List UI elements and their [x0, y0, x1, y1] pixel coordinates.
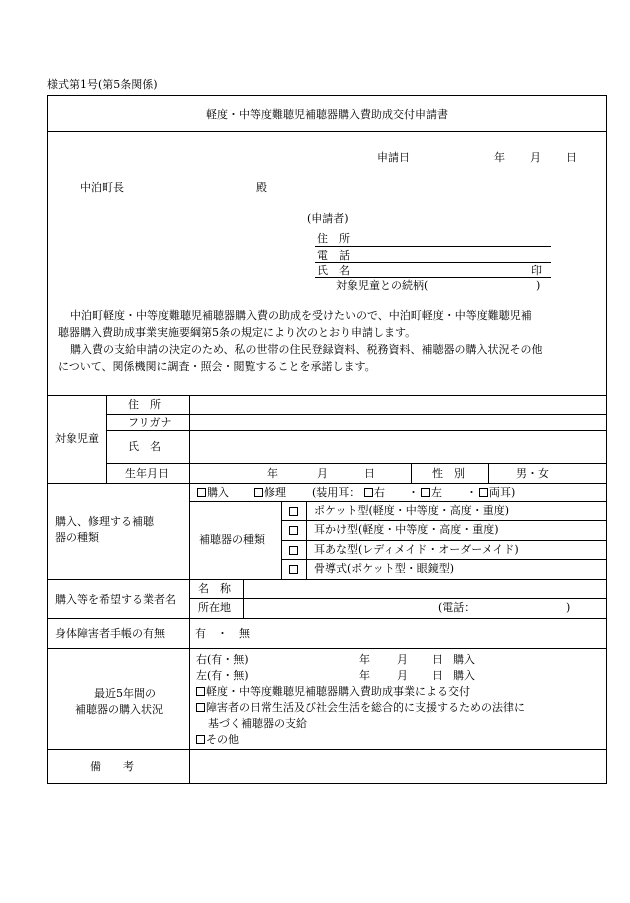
history-section-line2: 補聴器の購入状況: [75, 703, 163, 716]
applicant-seal: 印: [531, 264, 542, 277]
repair-checkbox[interactable]: [254, 488, 263, 497]
child-furigana-label: フリガナ: [128, 416, 172, 429]
type-pocket-label: ポケット型(軽度・中等度・高度・重度): [314, 504, 510, 517]
history-left-month: 月: [397, 669, 408, 682]
applicant-phone-label: 電 話: [317, 249, 350, 262]
right-ear-label: 右: [374, 486, 385, 499]
history-left-purchase: 購入: [453, 669, 475, 682]
history-right-day: 日: [432, 653, 443, 666]
type-pocket-checkbox[interactable]: [289, 506, 299, 517]
child-name-label: 氏 名: [128, 440, 161, 453]
dot-sep-1: ・: [408, 486, 419, 499]
statement-p2-l1: 購入費の支給申請の決定のため、私の世帯の住民登録資料、税務資料、補聴器の購入状況その他: [70, 343, 543, 356]
history-opt1-checkbox[interactable]: [196, 687, 205, 696]
buy-label: 購入: [207, 486, 229, 499]
history-opt2[interactable]: [196, 702, 525, 713]
right-ear-checkbox[interactable]: [364, 488, 373, 497]
date-label: 申請日: [377, 151, 410, 164]
date-day: 日: [566, 151, 577, 164]
form-number: 様式第1号(第5条関係): [47, 78, 158, 91]
left-ear-label: 左: [431, 486, 442, 499]
ear-prefix: (装用耳：: [312, 486, 361, 499]
purchase-section-line1: 購入、修理する補聴: [55, 515, 154, 528]
history-right-purchase: 購入: [453, 653, 475, 666]
repair-option[interactable]: [254, 487, 286, 498]
history-opt1[interactable]: [196, 686, 470, 697]
type-in-ear-label: 耳あな型(レディメイド・オーダーメイド): [314, 543, 519, 556]
addressee-honorific: 殿: [256, 181, 267, 194]
history-right-year: 年: [359, 653, 370, 666]
applicant-name-label: 氏 名: [317, 264, 350, 277]
buy-checkbox[interactable]: [197, 488, 206, 497]
child-birthdate-label: 生年月日: [125, 467, 169, 480]
purchase-section-line2: 器の種類: [55, 531, 99, 544]
history-opt2-label: 障害者の日常生活及び社会生活を総合的に支援するための法律に: [206, 701, 525, 714]
history-section-line1: 最近5年間の: [94, 687, 156, 700]
history-opt2-checkbox[interactable]: [196, 703, 205, 712]
history-left-year: 年: [359, 669, 370, 682]
vendor-location-label: 所在地: [198, 601, 231, 614]
birth-year: 年: [267, 467, 278, 480]
statement-p1-l2: 聴器購入費助成事業実施要綱第5条の規定により次のとおり申請します。: [58, 326, 417, 339]
type-bone-box[interactable]: [289, 565, 298, 574]
repair-label: 修理: [264, 486, 286, 499]
history-left-day: 日: [432, 669, 443, 682]
type-bone-label: 骨導式(ポケット型・眼鏡型): [314, 562, 455, 575]
type-pocket-box[interactable]: [289, 507, 298, 516]
applicant-heading: (申請者): [307, 212, 349, 225]
sex-options: 男・女: [516, 467, 549, 480]
applicant-address-label: 住 所: [317, 232, 350, 245]
date-year: 年: [494, 151, 505, 164]
history-right: 右(有・無): [196, 653, 249, 666]
statement-p2-l2: について、関係機関に調査・照会・閲覧することを承諾します。: [58, 360, 376, 373]
both-ears-option[interactable]: [479, 487, 515, 498]
vendor-phone-close: ): [566, 601, 571, 614]
type-in-ear-box[interactable]: [289, 546, 298, 555]
history-opt3[interactable]: [196, 734, 239, 745]
both-ears-checkbox[interactable]: [479, 488, 488, 497]
both-ears-label: 両耳): [489, 486, 516, 499]
handbook-label: 身体障害者手帳の有無: [55, 627, 165, 640]
type-bone-checkbox[interactable]: [289, 564, 299, 575]
history-opt3-checkbox[interactable]: [196, 735, 205, 744]
type-in-ear-checkbox[interactable]: [289, 545, 299, 556]
child-section-label: 対象児童: [55, 432, 99, 445]
right-ear-option[interactable]: [364, 487, 385, 498]
handbook-options: 有 ・ 無: [195, 627, 250, 640]
left-ear-checkbox[interactable]: [421, 488, 430, 497]
statement-p1-l1: 中泊町軽度・中等度難聴児補聴器購入費の助成を受けたいので、中泊町軽度・中等度難聴児補: [70, 309, 532, 322]
vendor-section-label: 購入等を希望する業者名: [55, 593, 176, 606]
history-opt2-line2: 基づく補聴器の支給: [208, 717, 307, 730]
remarks-label: 備 考: [90, 760, 134, 773]
type-ear-hook-label: 耳かけ型(軽度・中等度・高度・重度): [314, 523, 499, 536]
history-opt1-label: 軽度・中等度難聴児補聴器購入費助成事業による交付: [206, 685, 470, 698]
form-title: 軽度・中等度難聴児補聴器購入費助成交付申請書: [206, 108, 448, 121]
date-month: 月: [530, 151, 541, 164]
addressee-name: 中泊町長: [80, 181, 124, 194]
vendor-name-label: 名 称: [198, 582, 231, 595]
vendor-phone-label: (電話：: [438, 601, 476, 614]
birth-month: 月: [317, 467, 328, 480]
sex-label: 性 別: [432, 467, 465, 480]
history-left: 左(有・無): [196, 669, 249, 682]
dot-sep-2: ・: [466, 486, 477, 499]
type-ear-hook-box[interactable]: [289, 526, 298, 535]
type-ear-hook-checkbox[interactable]: [289, 525, 299, 536]
history-right-month: 月: [397, 653, 408, 666]
relation-label: 対象児童との続柄(: [336, 279, 429, 292]
left-ear-option[interactable]: [421, 487, 442, 498]
relation-close: ): [536, 279, 541, 292]
history-opt3-label: その他: [206, 733, 239, 746]
hearing-aid-type-label: 補聴器の種類: [199, 533, 265, 546]
buy-option[interactable]: [197, 487, 229, 498]
birth-day: 日: [364, 467, 375, 480]
child-address-label: 住 所: [128, 398, 161, 411]
